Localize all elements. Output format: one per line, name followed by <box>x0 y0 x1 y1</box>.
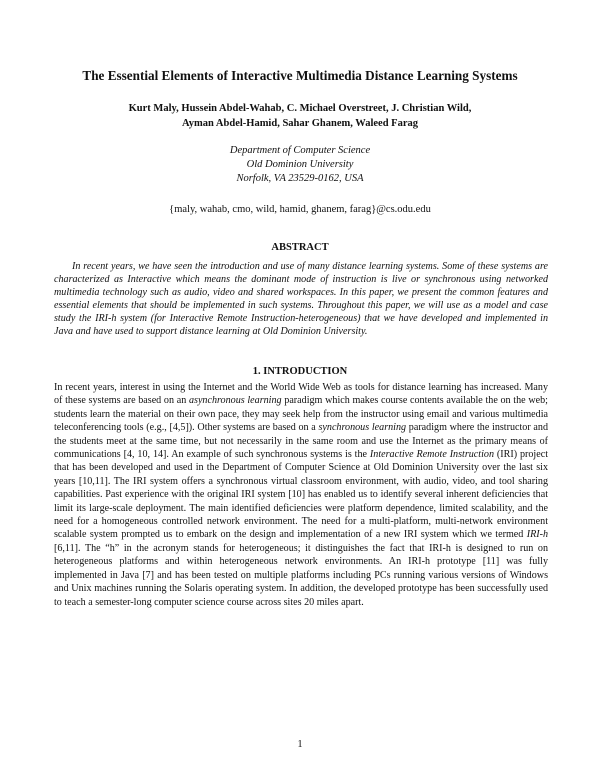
intro-emphasis-3: Interactive Remote Instruction <box>369 449 494 461</box>
intro-text-5: [6,11]. The “h” in the acronym stands for heterogeneous; it distinguishes the fact that IRI-h is designed to run on heterogeneous platforms and within heterogeneous network environments. An IRI-h prototype [11] was fully implemented in Java [7] and has been tested on multiple platforms including PCs running various versions of Windows and Unix machines running the Solaris operating system. In addition, the developed prototype has been successfully used to teach a semester-long computer science course across sites 20 miles apart. <box>54 542 548 608</box>
author-list <box>40 101 560 131</box>
section-heading-introduction: 1. INTRODUCTION <box>252 366 348 377</box>
authors-line-2: Ayman Abdel-Hamid, Sahar Ghanem, Waleed Farag <box>182 118 418 129</box>
department: Department of Computer Science <box>229 145 371 156</box>
introduction-paragraph <box>54 381 548 609</box>
authors-line-1: Kurt Maly, Hussein Abdel-Wahab, C. Michael Overstreet, J. Christian Wild, <box>128 103 472 114</box>
intro-text-4: (IRI) project that has been developed and used in the Department of Computer Science at Old Dominion University over the last six years [10,11]. The IRI system offers a synchronous virtual classroom environment, with audio, video, and tool sharing capabilities. Past experience with the original IRI system [10] has enabled us to identify several inherent deficiencies that limit its large-scale deployment. The main identified deficiencies were platform dependence, limited scalability, and the need for a homogeneous controlled network environment. The need for a multi-platform, multi-network environment scalable system prompted us to embark on the design and implementation of a new IRI system which we termed <box>54 449 549 541</box>
university: Old Dominion University <box>246 159 354 170</box>
abstract-body <box>54 260 548 339</box>
abstract-heading: ABSTRACT <box>271 242 329 253</box>
address: Norfolk, VA 23529-0162, USA <box>236 173 364 184</box>
email-list: {maly, wahab, cmo, wild, hamid, ghanem, farag}@cs.odu.edu <box>169 204 431 215</box>
intro-text-1: In recent years, interest in using the Internet and the World Wide Web as tools for distance learning has increased. Many of these systems are based on an <box>54 382 548 407</box>
page-number: 1 <box>297 739 303 750</box>
intro-emphasis-2: synchronous learning <box>318 422 407 434</box>
affiliation <box>40 144 560 186</box>
intro-text-2: paradigm which makes course contents available the on the web; students learn the material on their own pace, they may seek help from the instructor using email and various multimedia teleconferencing tools (e.g., [4,5]). Other systems are based on a <box>54 395 548 434</box>
intro-emphasis-4: IRI-h <box>526 529 548 541</box>
abstract-text: In recent years, we have seen the introduction and use of many distance learning systems. Some of these systems are characterized as Interactive which means the dominant mode of instruction is live or synchronous using networked multimedia technology such as audio, video and shared workspaces. In this paper, we present the common features and essential elements that should be implemented in such systems. Throughout this paper, we will use as a model and case study the IRI-h system (for Interactive Remote Instruction-heterogeneous) that we have developed and implemented in Java and have used to support distance learning at Old Dominion University. <box>54 261 548 338</box>
intro-text-3: paradigm where the instructor and the students meet at the same time, but not necessarily in the same room and use the Internet as the primary means of communications [4, 10, 14]. An example of such synchronous systems is the <box>54 422 548 461</box>
intro-emphasis-1: asynchronous learning <box>188 395 282 407</box>
paper-title: The Essential Elements of Interactive Multimedia Distance Learning Systems <box>82 68 518 83</box>
